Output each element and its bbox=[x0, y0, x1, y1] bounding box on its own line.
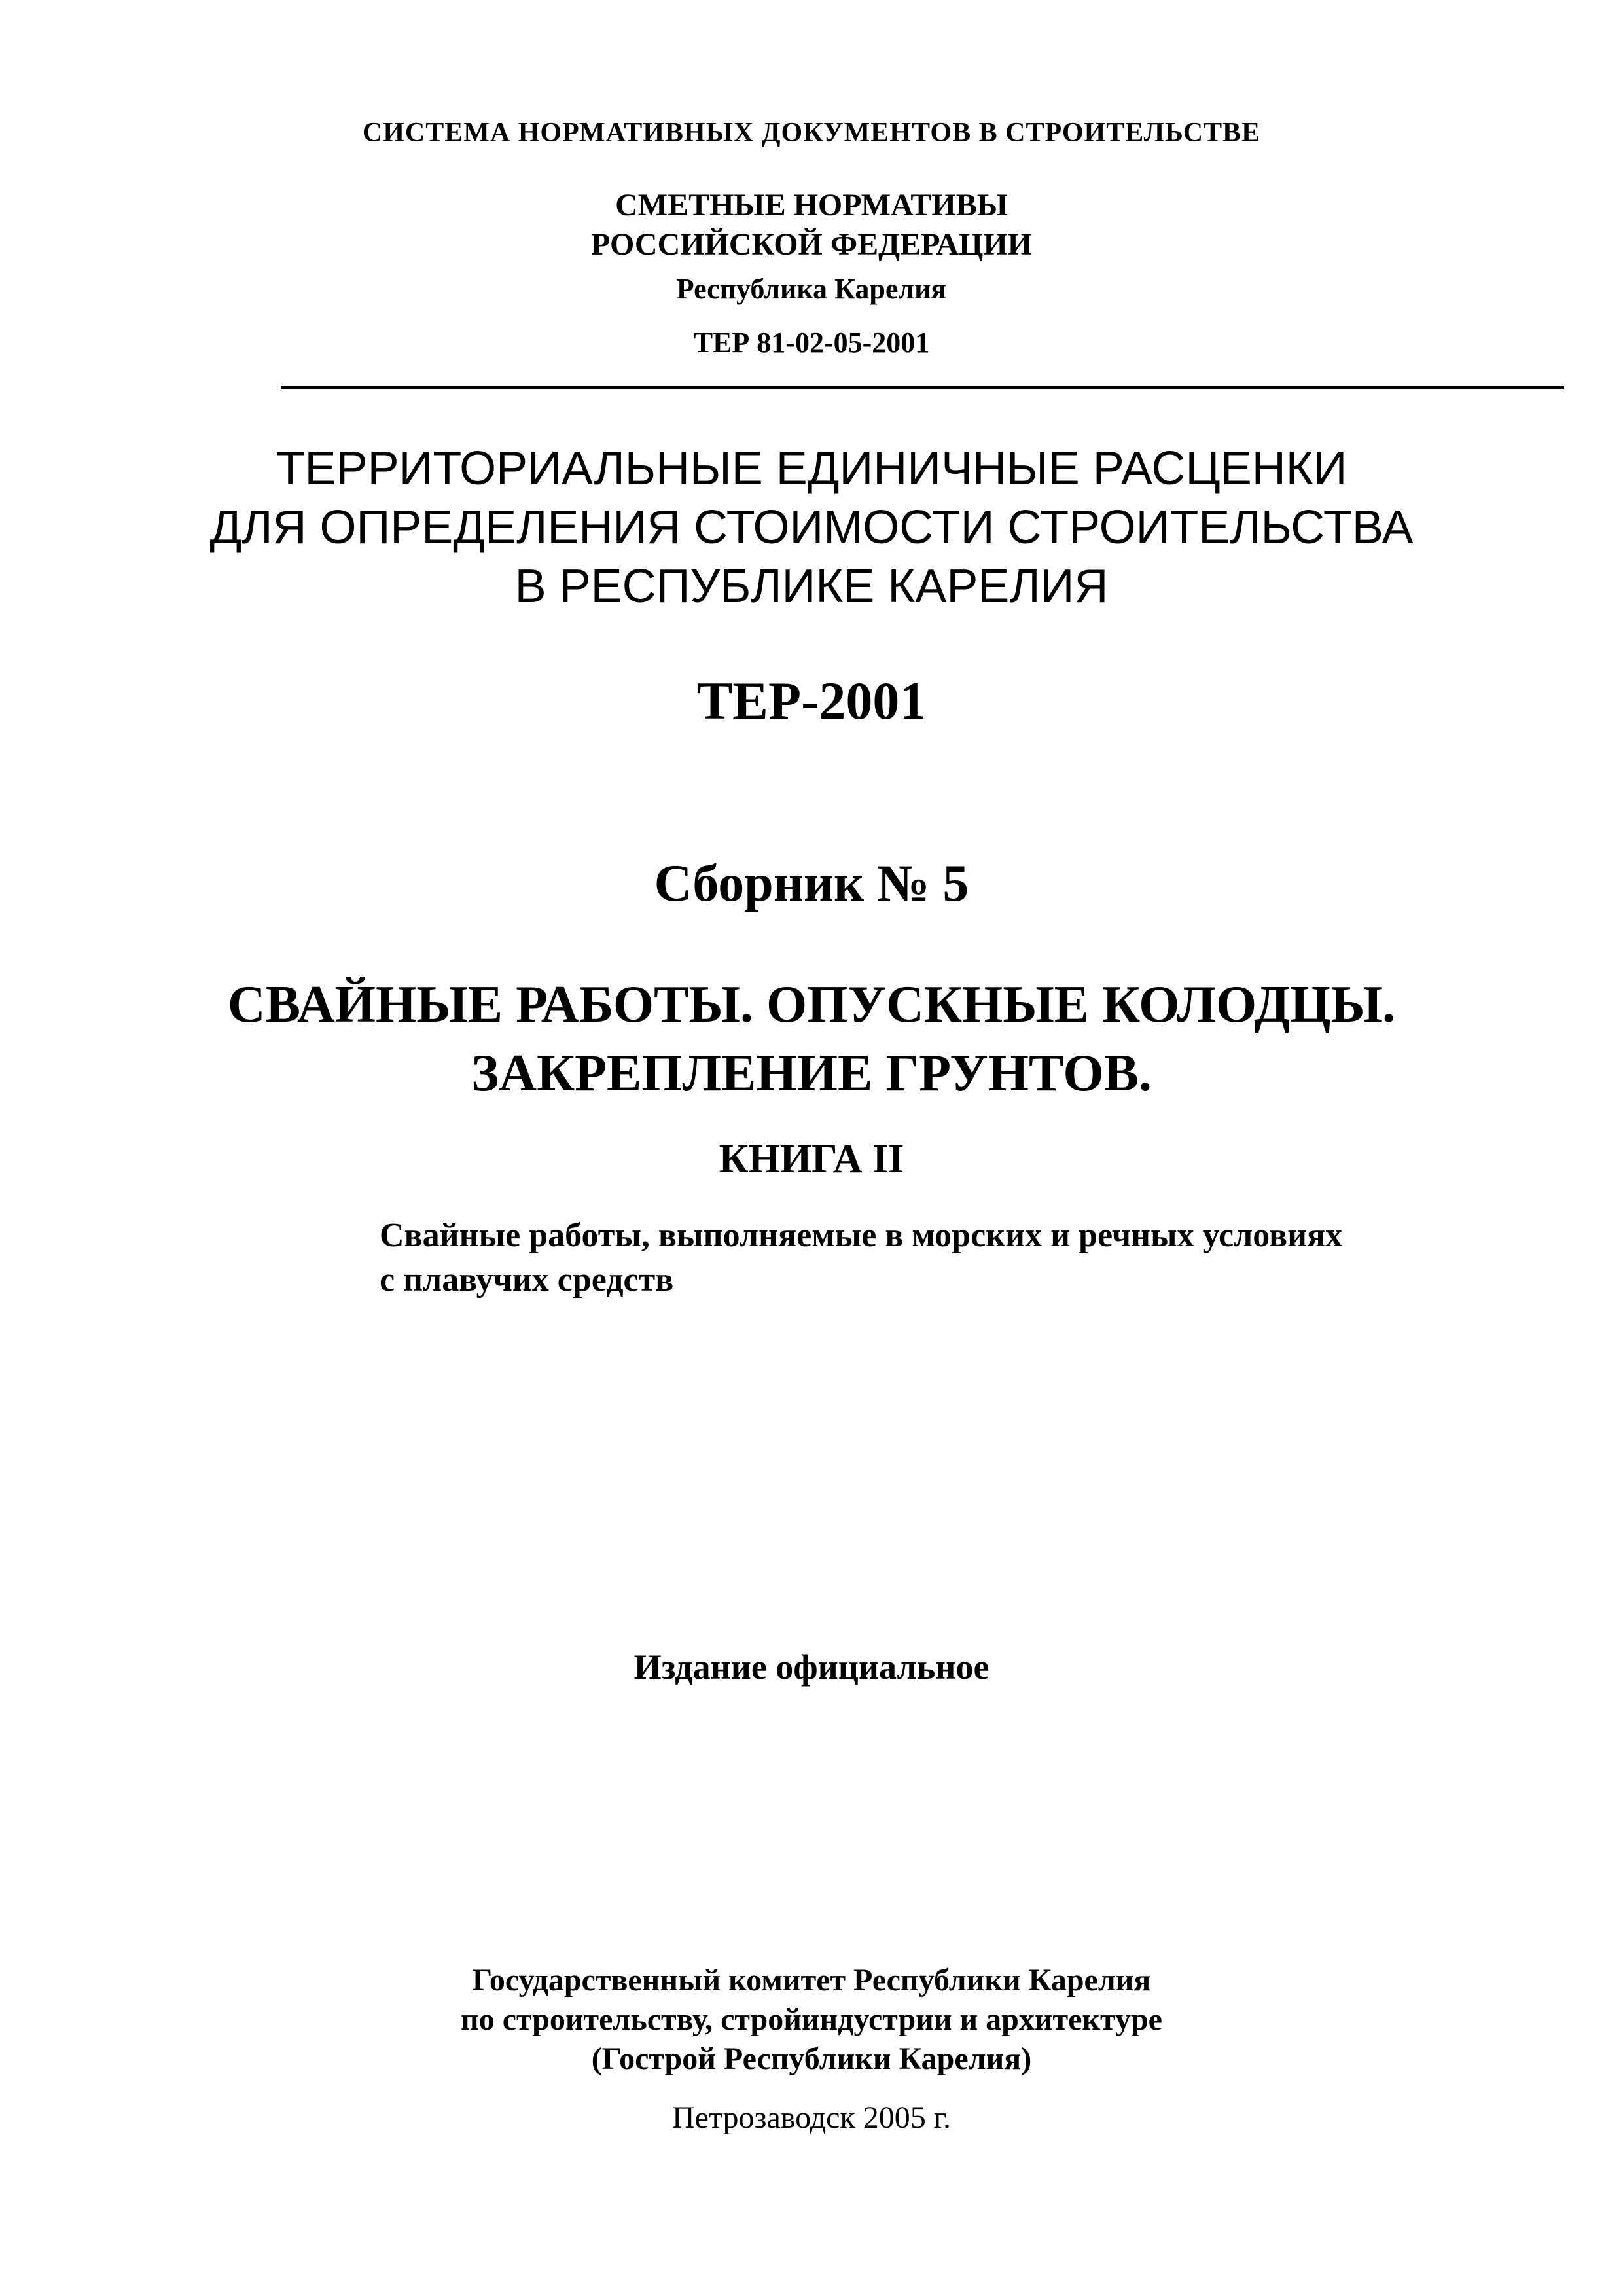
publisher-line-2: по строительству, стройиндустрии и архитектуре bbox=[461, 2002, 1162, 2037]
title-line-1: ТЕРРИТОРИАЛЬНЫЕ ЕДИНИЧНЫЕ РАСЦЕНКИ bbox=[276, 442, 1347, 495]
collection-description-line-1: Свайные работы, выполняемые в морских и речных условиях bbox=[380, 1217, 1343, 1254]
publisher-line-3: (Гострой Республики Карелия) bbox=[591, 2041, 1032, 2076]
edition-label: Издание официальное bbox=[633, 1647, 990, 1687]
norms-line-2: РОССИЙСКОЙ ФЕДЕРАЦИИ bbox=[590, 227, 1033, 262]
collection-name-line-1: СВАЙНЫЕ РАБОТЫ. ОПУСКНЫЕ КОЛОДЦЫ. bbox=[227, 976, 1396, 1033]
book-label: КНИГА II bbox=[719, 1137, 904, 1181]
header-divider bbox=[281, 386, 1564, 389]
title-line-2: ДЛЯ ОПРЕДЕЛЕНИЯ СТОИМОСТИ СТРОИТЕЛЬСТВА bbox=[209, 501, 1414, 554]
region-line: Республика Карелия bbox=[676, 273, 947, 305]
imprint-line: Петрозаводск 2005 г. bbox=[671, 2100, 952, 2135]
document-code: ТЕР 81-02-05-2001 bbox=[693, 327, 930, 359]
collection-description-line-2: с плавучих средств bbox=[380, 1261, 674, 1299]
collection-name-line-2: ЗАКРЕПЛЕНИЕ ГРУНТОВ. bbox=[471, 1045, 1152, 1102]
publisher-line-1: Государственный комитет Республики Карелия bbox=[472, 1963, 1151, 1998]
short-title: ТЕР-2001 bbox=[696, 671, 927, 730]
collection-number: Сборник № 5 bbox=[654, 855, 969, 912]
title-line-3: В РЕСПУБЛИКЕ КАРЕЛИЯ bbox=[514, 560, 1109, 613]
system-line: СИСТЕМА НОРМАТИВНЫХ ДОКУМЕНТОВ В СТРОИТЕЛЬСТВЕ bbox=[362, 118, 1261, 148]
norms-line-1: СМЕТНЫЕ НОРМАТИВЫ bbox=[615, 188, 1008, 223]
